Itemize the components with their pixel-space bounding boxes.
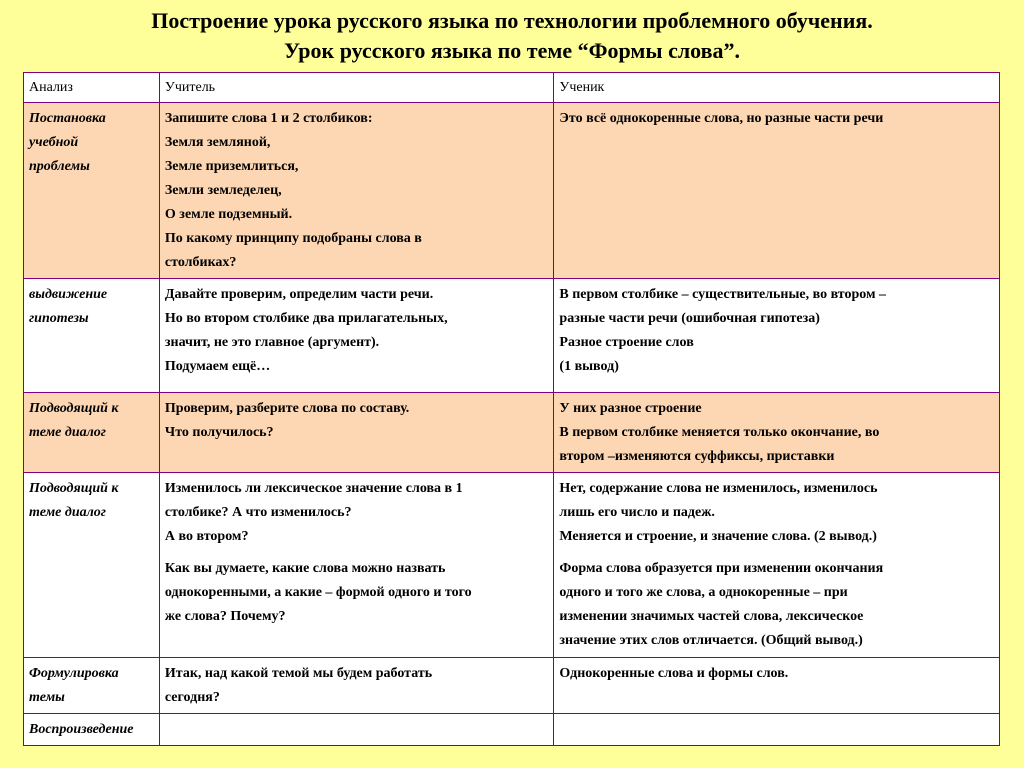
- stage-line: Формулировка: [29, 666, 119, 681]
- teacher-line: Земли земледелец,: [164, 183, 282, 198]
- student-cell: [554, 714, 1000, 746]
- header-teacher: Учитель: [159, 73, 553, 103]
- teacher-line: Запишите слова 1 и 2 столбиков:: [164, 111, 373, 126]
- teacher-cell: [159, 658, 553, 714]
- student-line: одного и того же слова, а однокоренные – при: [559, 585, 848, 600]
- student-line: Разное строение слов: [559, 335, 694, 350]
- student-line: разные части речи (ошибочная гипотеза): [559, 311, 820, 326]
- teacher-line: же слова? Почему?: [164, 609, 286, 624]
- header-analysis: Анализ: [24, 73, 160, 103]
- teacher-cell: [159, 103, 553, 279]
- stage-line: Постановка: [29, 111, 106, 126]
- student-line: В первом столбике – существительные, во втором –: [559, 287, 887, 302]
- stage-line: Воспроизведение: [29, 722, 134, 737]
- header-student: Ученик: [554, 73, 1000, 103]
- page-title: [0, 6, 1024, 66]
- student-cell: [554, 393, 1000, 473]
- stage-line: теме диалог: [29, 425, 106, 440]
- teacher-cell: [159, 714, 553, 746]
- stage-line: проблемы: [29, 159, 90, 174]
- stage-cell: [24, 714, 160, 746]
- teacher-line: Проверим, разберите слова по составу.: [164, 401, 410, 416]
- student-line: В первом столбике меняется только окончание, во: [559, 425, 880, 440]
- teacher-line: столбиках?: [164, 255, 237, 270]
- stage-cell: [24, 279, 160, 393]
- lesson-table: [23, 72, 1000, 746]
- teacher-line: О земле подземный.: [164, 207, 293, 222]
- teacher-line: Изменилось ли лексическое значение слова в 1: [164, 481, 463, 496]
- stage-line: учебной: [29, 135, 79, 150]
- teacher-line: Давайте проверим, определим части речи.: [164, 287, 434, 302]
- table-row: [24, 279, 1000, 393]
- table-row: [24, 714, 1000, 746]
- stage-line: Подводящий к: [29, 401, 119, 416]
- title-line-2: Урок русского языка по теме “Формы слова”.: [283, 38, 741, 63]
- teacher-line: По какому принципу подобраны слова в: [164, 231, 422, 246]
- student-line: Это всё однокоренные слова, но разные части речи: [559, 111, 884, 126]
- student-line: значение этих слов отличается. (Общий вывод.): [559, 633, 863, 648]
- table-row: [24, 393, 1000, 473]
- student-line: изменении значимых частей слова, лексическое: [559, 609, 864, 624]
- student-cell: [554, 473, 1000, 658]
- table-row: [24, 658, 1000, 714]
- title-line-1: Построение урока русского языка по технологии проблемного обучения.: [151, 8, 873, 33]
- teacher-line: А во втором?: [164, 529, 249, 544]
- teacher-line: Как вы думаете, какие слова можно назвать: [164, 561, 446, 576]
- teacher-line: однокоренными, а какие – формой одного и того: [164, 585, 472, 600]
- teacher-line: Подумаем ещё…: [164, 359, 271, 374]
- teacher-line: Что получилось?: [164, 425, 274, 440]
- student-line: втором –изменяются суффиксы, приставки: [559, 449, 835, 464]
- stage-line: темы: [29, 690, 65, 705]
- table-row: [24, 103, 1000, 279]
- student-line: Меняется и строение, и значение слова. (2 вывод.): [559, 529, 877, 544]
- teacher-line: Итак, над какой темой мы будем работать: [164, 666, 433, 681]
- teacher-cell: [159, 393, 553, 473]
- teacher-line: Но во втором столбике два прилагательных,: [164, 311, 448, 326]
- student-line: лишь его число и падеж.: [559, 505, 715, 520]
- teacher-cell: [159, 473, 553, 658]
- stage-cell: [24, 473, 160, 658]
- student-cell: [554, 103, 1000, 279]
- stage-line: теме диалог: [29, 505, 106, 520]
- student-cell: [554, 658, 1000, 714]
- table-row: [24, 473, 1000, 658]
- teacher-line: сегодня?: [164, 690, 220, 705]
- student-line: Однокоренные слова и формы слов.: [559, 666, 789, 681]
- teacher-line: значит, не это главное (аргумент).: [164, 335, 380, 350]
- student-line: (1 вывод): [559, 359, 619, 374]
- teacher-cell: [159, 279, 553, 393]
- stage-cell: [24, 658, 160, 714]
- student-line: У них разное строение: [559, 401, 702, 416]
- stage-line: гипотезы: [29, 311, 89, 326]
- table-header-row: [24, 73, 1000, 103]
- teacher-line: Земле приземлиться,: [164, 159, 299, 174]
- stage-line: выдвижение: [29, 287, 108, 302]
- stage-cell: [24, 393, 160, 473]
- stage-line: Подводящий к: [29, 481, 119, 496]
- stage-cell: [24, 103, 160, 279]
- teacher-line: Земля земляной,: [164, 135, 271, 150]
- student-line: Нет, содержание слова не изменилось, изменилось: [559, 481, 878, 496]
- student-cell: [554, 279, 1000, 393]
- student-line: Форма слова образуется при изменении окончания: [559, 561, 884, 576]
- teacher-line: столбике? А что изменилось?: [164, 505, 352, 520]
